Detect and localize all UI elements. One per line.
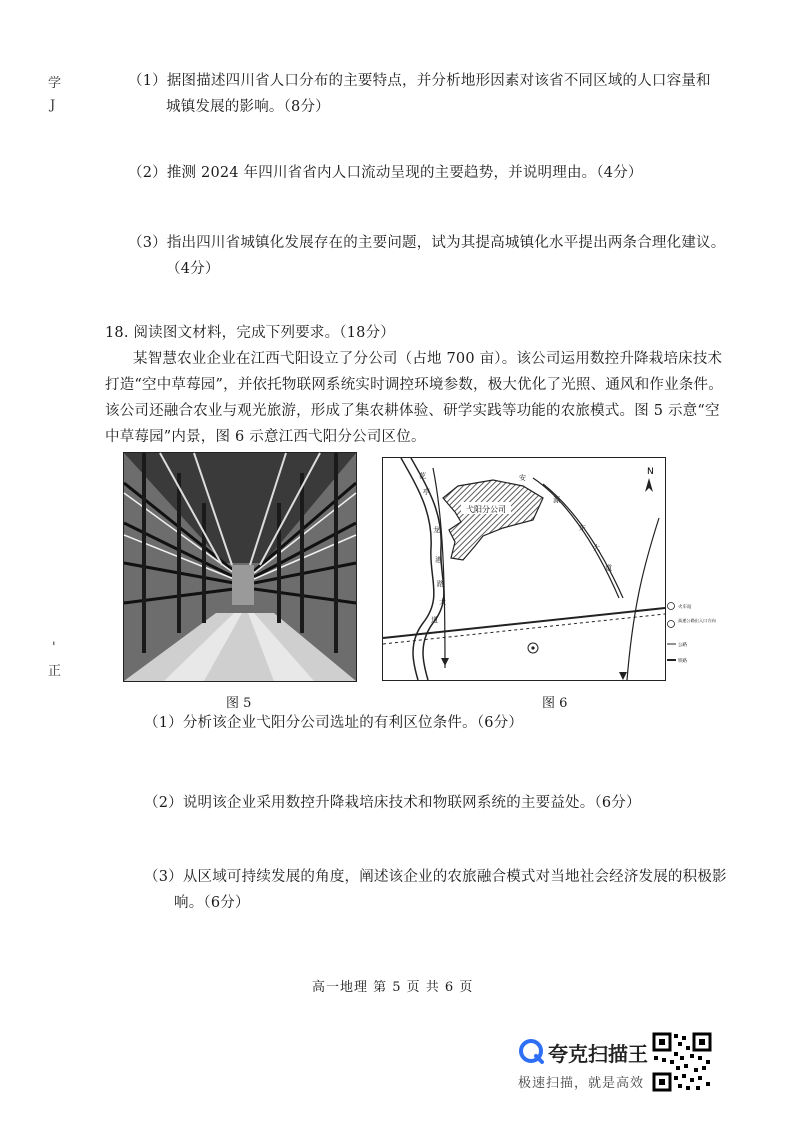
- q18-material: [105, 346, 745, 450]
- q17-part1-line2: 城镇发展的影响。（8分）: [166, 99, 330, 115]
- material-line: 打造“空中草莓园”，并依托物联网系统实时调控环境参数，极大优化了光照、通风和作业条件。: [105, 377, 723, 393]
- figure-5-caption: 图 5: [226, 696, 252, 711]
- q18-part3-line1: （3）从区域可持续发展的角度，阐述该企业的农旅融合模式对当地社会经济发展的积极影: [144, 869, 727, 885]
- q17-part3: [128, 230, 758, 282]
- company-label: 弋阳分公司: [466, 505, 506, 514]
- north-label: N: [647, 467, 654, 477]
- figure-6-caption: 图 6: [542, 696, 568, 711]
- q18-part1: （1）分析该企业弋阳分公司选址的有利区位条件。（6分）: [144, 715, 524, 731]
- road-char: 龙: [433, 526, 440, 534]
- q18-part3-line2: 响。（6分）: [174, 895, 250, 911]
- legend-station: 火车站: [678, 605, 692, 610]
- road-char: 大: [593, 544, 600, 552]
- road-char: 大: [439, 598, 446, 606]
- road-char: 东: [579, 524, 586, 532]
- figure-6-map: [382, 457, 666, 681]
- road-char: 路: [437, 580, 444, 588]
- legend-road: 公路: [678, 643, 687, 648]
- q18-part2: （2）说明该企业采用数控升降栽培床技术和物联网系统的主要益处。（6分）: [144, 795, 641, 811]
- q17-part2: （2）推测 2024 年四川省省内人口流动呈现的主要趋势，并说明理由。（4分）: [128, 165, 643, 181]
- scanner-logo-icon: [518, 1038, 544, 1064]
- qr-code-icon: [652, 1032, 712, 1092]
- road-char: 道: [605, 564, 612, 572]
- road-char: 道: [431, 616, 438, 624]
- figure-5-photo: [123, 452, 357, 682]
- margin-mark: ': [52, 640, 56, 655]
- material-line: 某智慧农业企业在江西弋阳设立了分公司（占地 700 亩）。该公司运用数控升降栽培床技术: [133, 351, 723, 367]
- q17-part3-line1: （3）指出四川省城镇化发展存在的主要问题，试为其提高城镇化水平提出两条合理化建议。: [128, 235, 726, 251]
- scanner-slogan: 极速扫描，就是高效: [518, 1076, 645, 1091]
- material-line: 该公司还融合农业与观光旅游，形成了集农耕体验、研学实践等功能的农旅模式。图 5 示意“空: [105, 403, 720, 419]
- scanner-brand: 夸克扫描王: [548, 1042, 648, 1066]
- greenhouse-interior-image: [124, 453, 356, 681]
- road-char: 港: [435, 556, 442, 564]
- legend-highway-exit: 高速公路出入口方向: [678, 618, 716, 623]
- margin-mark: 学: [48, 76, 62, 91]
- road-char: 安: [519, 474, 526, 482]
- legend-railway: 铁路: [678, 659, 687, 664]
- road-char: 源: [553, 496, 560, 504]
- q17-part3-line2: （4分）: [166, 261, 220, 277]
- qr-code: [652, 1032, 712, 1092]
- yiyang-location-map: [383, 458, 665, 680]
- page-footer: 高一地理 第 5 页 共 6 页: [312, 980, 474, 995]
- q17-part1-line1: （1）据图描述四川省人口分布的主要特点，并分析地形因素对该省不同区域的人口容量和: [128, 73, 711, 89]
- road-char: 亭: [423, 488, 430, 496]
- q18-part3: [144, 864, 764, 916]
- figure-6-legend: [666, 600, 716, 670]
- road-char: 花: [419, 472, 426, 480]
- q18-header: 18. 阅读图文材料，完成下列要求。（18分）: [105, 325, 395, 341]
- q17-part1: [128, 68, 748, 120]
- material-line: 中草莓园”内景，图 6 示意江西弋阳分公司区位。: [105, 429, 426, 445]
- margin-mark: 正: [48, 664, 62, 679]
- north-arrow-icon: [645, 478, 653, 492]
- margin-mark: J: [50, 98, 56, 113]
